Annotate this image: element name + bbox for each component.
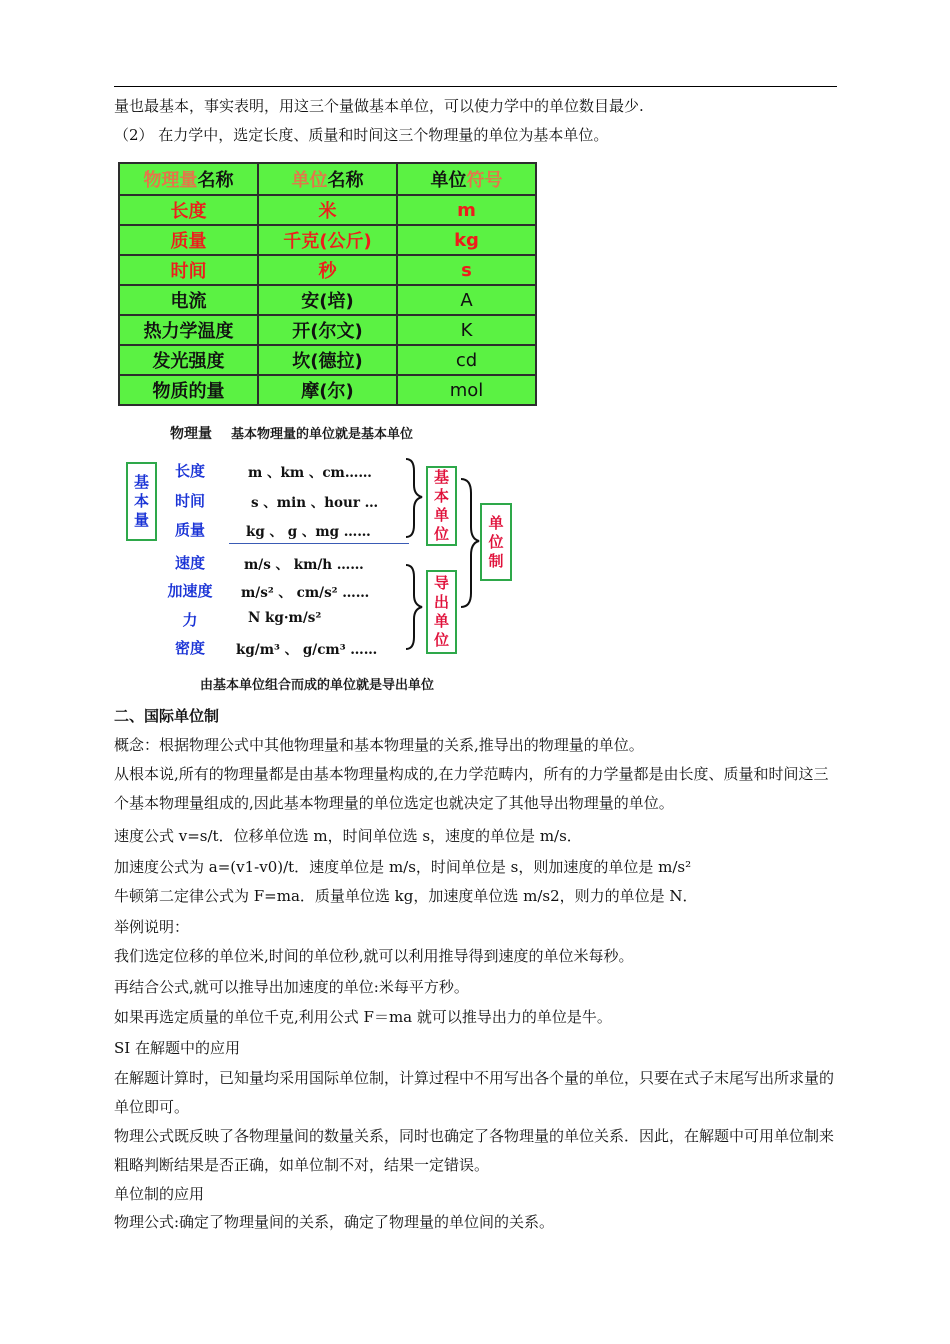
section-heading: 二、国际单位制 (114, 707, 220, 725)
table-row (119, 255, 536, 285)
table-header-row (119, 163, 536, 195)
unit-cell: 千克(公斤) (258, 225, 397, 255)
table-row (119, 375, 536, 405)
quantity-cell: 质量 (119, 225, 258, 255)
basic-unit-box (426, 466, 457, 546)
derived-brace (406, 565, 422, 649)
paragraph: 加速度公式为 a=(v1-v0)/t．速度单位是 m/s，时间单位是 s，则加速度的单位是 m/s² (114, 858, 692, 876)
derived-units-acceleration: m/s² 、 cm/s² …… (241, 585, 370, 601)
symbol-cell: K (397, 315, 536, 345)
unit-system-box (480, 503, 512, 581)
paragraph: 在解题计算时，已知量均采用国际单位制，计算过程中不用写出各个量的单位，只要在式子末尾写出所求量的单位即可。 (114, 1069, 835, 1116)
quantity-cell: 电流 (119, 285, 258, 315)
box-char: 本 (433, 487, 449, 505)
table-row (119, 225, 536, 255)
basic-quantity-mass: 质量 (174, 521, 205, 539)
symbol-cell: cd (397, 345, 536, 375)
diagram-bottom-label: 由基本单位组合而成的单位就是导出单位 (200, 678, 435, 693)
header-part: 符号 (466, 170, 503, 191)
table-row (119, 345, 536, 375)
derived-unit-box (426, 570, 457, 654)
header-part: 物理量 (143, 170, 198, 191)
derived-quantity-density: 密度 (174, 639, 205, 657)
basic-units-time: s 、min 、hour … (251, 495, 379, 511)
header-rule (114, 86, 837, 87)
paragraph: SI 在解题中的应用 (114, 1039, 240, 1057)
symbol-cell: mol (397, 375, 536, 405)
quantity-cell: 长度 (119, 195, 258, 225)
basic-brace (406, 459, 422, 537)
box-char: 量 (133, 511, 149, 529)
intro-line-1: 量也最基本，事实表明，用这三个量做基本单位，可以使力学中的单位数目最少. (114, 97, 644, 115)
unit-cell: 秒 (258, 255, 397, 285)
symbol-cell: m (397, 195, 536, 225)
header-part: 名称 (197, 170, 234, 191)
paragraph: 再结合公式,就可以推导出加速度的单位:米每平方秒。 (114, 978, 469, 996)
header-part: 名称 (327, 170, 364, 191)
header-quantity-name (119, 163, 258, 195)
basic-quantity-box (126, 462, 157, 541)
symbol-cell: s (397, 255, 536, 285)
paragraph: 概念：根据物理公式中其他物理量和基本物理量的关系,推导出的物理量的单位。 (114, 736, 644, 754)
box-char: 位 (488, 532, 504, 551)
box-char: 基 (433, 468, 449, 486)
derived-quantity-speed: 速度 (174, 554, 205, 572)
derived-units-density: kg/m³ 、 g/cm³ …… (236, 642, 378, 658)
unit-cell: 摩(尔) (258, 375, 397, 405)
paragraph: 我们选定位移的单位米,时间的单位秒,就可以利用推导得到速度的单位米每秒。 (114, 947, 634, 965)
box-char: 单 (488, 513, 504, 532)
header-unit-name (258, 163, 397, 195)
derived-quantity-acceleration: 加速度 (167, 582, 213, 600)
paragraph: 物理公式既反映了各物理量间的数量关系，同时也确定了各物理量的单位关系．因此，在解题中可用单位制来粗略判断结果是否正确，如单位制不对，结果一定错误。 (114, 1127, 835, 1174)
table-row (119, 315, 536, 345)
basic-units-mass: kg 、 g 、mg …… (246, 524, 371, 540)
box-char: 制 (488, 551, 504, 570)
unit-cell: 安(培) (258, 285, 397, 315)
unit-cell: 开(尔文) (258, 315, 397, 345)
table-row (119, 195, 536, 225)
paragraph: 举例说明： (114, 918, 190, 936)
table-row (119, 285, 536, 315)
box-char: 基 (133, 473, 149, 491)
box-char: 位 (433, 525, 449, 543)
basic-units-length: m 、km 、cm…… (248, 465, 372, 481)
quantity-cell: 热力学温度 (119, 315, 258, 345)
divider-line (229, 543, 409, 544)
paragraph: 从根本说,所有的物理量都是由基本物理量构成的,在力学范畴内，所有的力学量都是由长度、质量和时间这三个基本物理量组成的,因此基本物理量的单位选定也就决定了其他导出物理量的单位。 (114, 765, 829, 812)
derived-quantity-force: 力 (182, 611, 198, 629)
box-char: 单 (433, 612, 449, 630)
paragraph: 物理公式:确定了物理量间的关系，确定了物理量的单位间的关系。 (114, 1213, 555, 1231)
quantity-cell: 物质的量 (119, 375, 258, 405)
header-part: 单位 (291, 170, 328, 191)
quantity-cell: 发光强度 (119, 345, 258, 375)
quantity-cell: 时间 (119, 255, 258, 285)
si-base-unit-table (118, 162, 537, 406)
box-char: 出 (433, 593, 449, 611)
system-brace (461, 479, 479, 607)
box-char: 导 (433, 574, 449, 592)
box-char: 单 (433, 506, 449, 524)
paragraph: 单位制的应用 (114, 1185, 205, 1203)
paragraph: 牛顿第二定律公式为 F=ma．质量单位选 kg，加速度单位选 m/s2，则力的单位是 N． (114, 887, 698, 905)
header-part: 单位 (430, 170, 467, 191)
symbol-cell: A (397, 285, 536, 315)
diagram-top-label-a: 物理量 (170, 426, 212, 442)
box-char: 本 (133, 492, 149, 510)
paragraph: 如果再选定质量的单位千克,利用公式 F＝ma 就可以推导出力的单位是牛。 (114, 1008, 612, 1026)
box-char: 位 (433, 631, 449, 649)
intro-line-2: （2） 在力学中，选定长度、质量和时间这三个物理量的单位为基本单位。 (114, 126, 609, 144)
header-unit-symbol (397, 163, 536, 195)
basic-quantity-time: 时间 (174, 492, 205, 510)
unit-cell: 坎(德拉) (258, 345, 397, 375)
paragraph: 速度公式 v=s/t．位移单位选 m，时间单位选 s，速度的单位是 m/s． (114, 827, 582, 845)
basic-quantity-length: 长度 (174, 462, 205, 480)
derived-units-force: N kg·m/s² (248, 610, 322, 626)
symbol-cell: kg (397, 225, 536, 255)
unit-cell: 米 (258, 195, 397, 225)
diagram-top-label-b: 基本物理量的单位就是基本单位 (231, 427, 414, 442)
derived-units-speed: m/s 、 km/h …… (244, 557, 364, 573)
